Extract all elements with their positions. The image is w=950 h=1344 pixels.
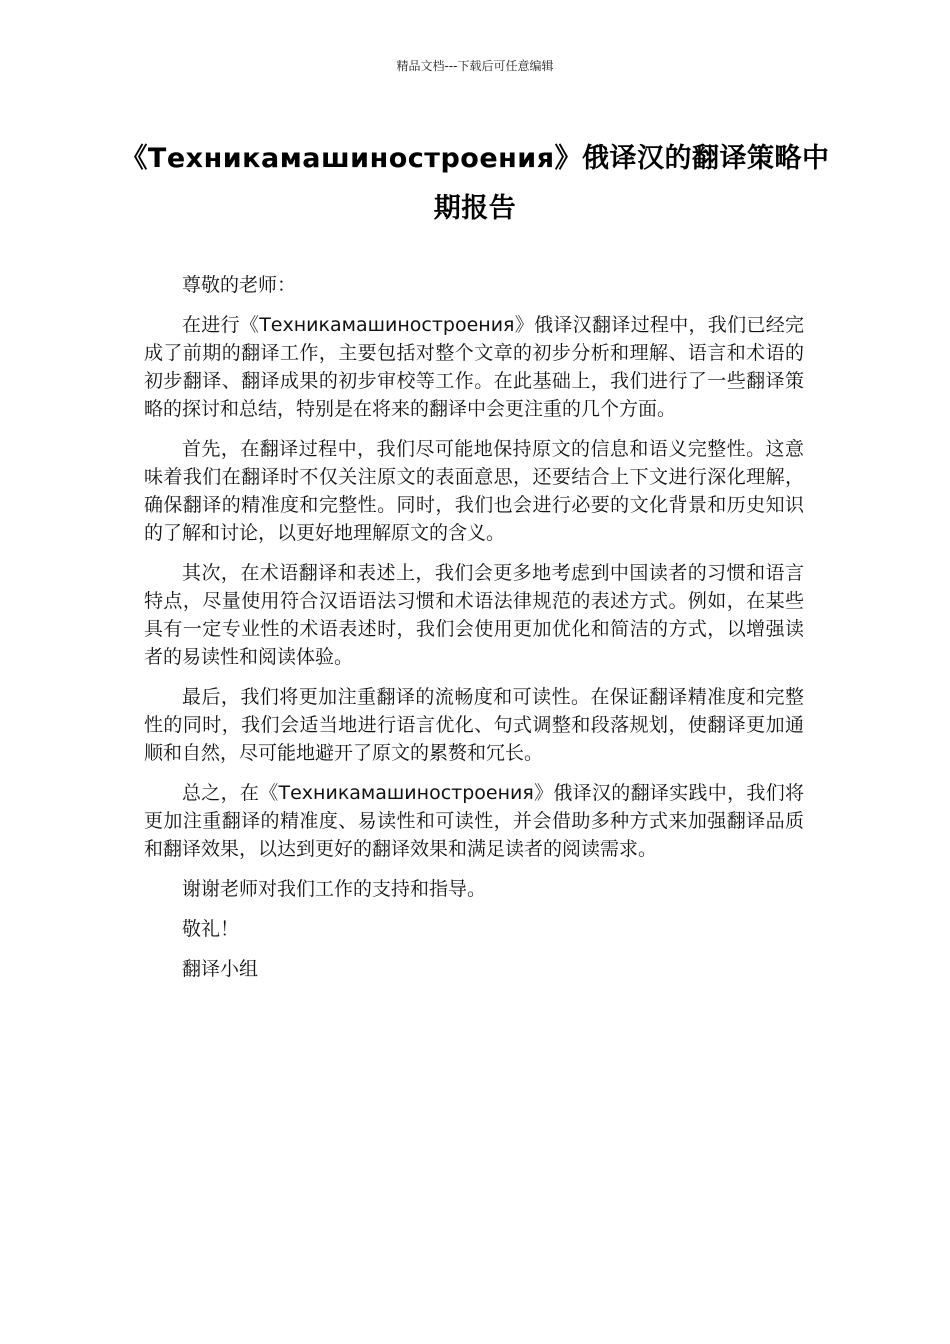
paragraph-first: 首先，在翻译过程中，我们尽可能地保持原文的信息和语义完整性。这意味着我们在翻译时不仅关注原文的表面意思，还要结合上下文进行深化理解，确保翻译的精准度和完整性。同时，我们也会进行必要的文化背景和历史知识的了解和讨论，以更好地理解原文的含义。 [144,438,804,544]
document-title: 《Техникамашиностроения》俄译汉的翻译策略中期报告 [120,143,830,224]
header-note: 精品文档---下载后可任意编辑 [396,59,554,73]
paragraph-intro: 在进行《Техникамашиностроения》俄译汉翻译过程中，我们已经完成了前期的翻译工作，主要包括对整个文章的初步分析和理解、语言和术语的初步翻译、翻译成果的初步审校等工作。在此基础上，我们进行了一些翻译策略的探讨和总结，特别是在将来的翻译中会更注重的几个方面。 [144,314,804,420]
regards-line: 敬礼！ [182,918,240,940]
thanks-line: 谢谢老师对我们工作的支持和指导。 [182,878,487,900]
paragraph-finally: 最后，我们将更加注重翻译的流畅度和可读性。在保证翻译精准度和完整性的同时，我们会适当地进行语言优化、句式调整和段落规划，使翻译更加通顺和自然，尽可能地避开了原文的累赘和冗长。 [144,686,804,764]
paragraph-conclusion: 总之，在《Техникамашиностроения》俄译汉的翻译实践中，我们将更加注重翻译的精准度、易读性和可读性，并会借助多种方式来加强翻译品质和翻译效果，以达到更好的翻译效果和满足读者的阅读需求。 [144,782,804,860]
document-body [144,271,804,995]
paragraph-second: 其次，在术语翻译和表述上，我们会更多地考虑到中国读者的习惯和语言特点，尽量使用符合汉语语法习惯和术语法律规范的表述方式。例如，在某些具有一定专业性的术语表述时，我们会使用更加优化和简洁的方式，以增强读者的易读性和阅读体验。 [144,562,804,668]
signature-line: 翻译小组 [182,958,259,980]
salutation: 尊敬的老师： [182,274,297,296]
